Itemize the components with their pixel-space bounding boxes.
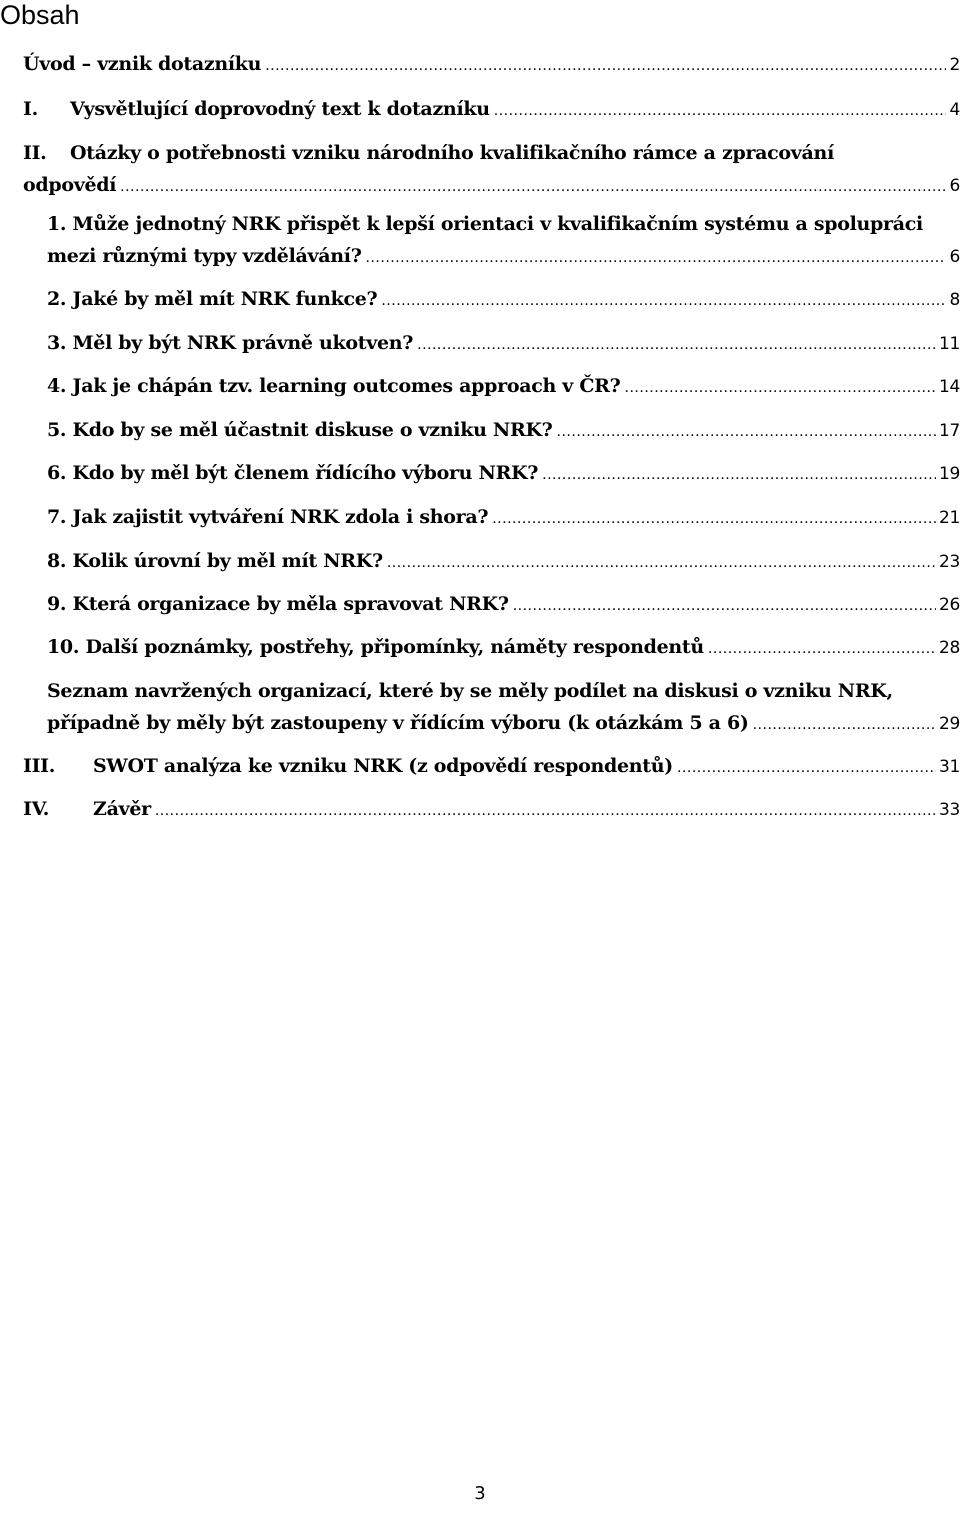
toc-entry-text-line1: Seznam navržených organizací, které by se měly podílet na diskusi o vzniku NRK, <box>47 680 893 702</box>
toc-entry-text: SWOT analýza ke vzniku NRK (z odpovědí respondentů) <box>93 755 673 777</box>
dot-leader <box>677 750 936 784</box>
dot-leader <box>557 414 936 448</box>
toc-entry-text: 2. Jaké by měl mít NRK funkce? <box>47 288 378 310</box>
toc-page-number: 19 <box>938 464 960 484</box>
toc-entry-text: 10. Další poznámky, postřehy, připomínky, náměty respondentů <box>47 636 704 658</box>
dot-leader <box>494 93 947 127</box>
toc-page-number: 26 <box>938 595 960 615</box>
toc-entry-question-8[interactable] <box>47 545 960 579</box>
dot-leader <box>753 707 936 741</box>
toc-page-number: 2 <box>949 55 960 75</box>
toc-entry-intro[interactable] <box>23 48 960 82</box>
toc-page-number: 14 <box>938 377 960 397</box>
toc-entry-chapter-2[interactable] <box>23 137 960 203</box>
dot-leader <box>708 631 936 665</box>
dot-leader <box>155 793 936 827</box>
dot-leader <box>492 501 936 535</box>
toc-entry-chapter-3[interactable] <box>23 750 960 784</box>
toc-entry-text-line1: 1. Může jednotný NRK přispět k lepší orientaci v kvalifikačním systému a spolupráci <box>47 213 923 235</box>
dot-leader <box>542 457 936 491</box>
toc-entry-text-line2: odpovědí <box>23 174 117 196</box>
dot-leader <box>265 48 946 82</box>
dot-leader <box>625 370 936 404</box>
dot-leader <box>120 169 946 203</box>
toc-page-number: 21 <box>938 508 960 528</box>
toc-entry-text-line2: mezi různými typy vzdělávání? <box>47 245 362 267</box>
dot-leader <box>417 327 936 361</box>
toc-page-number: 28 <box>938 638 960 658</box>
toc-entry-text: 5. Kdo by se měl účastnit diskuse o vzniku NRK? <box>47 419 553 441</box>
toc-entry-chapter-1[interactable] <box>23 93 960 127</box>
toc-entry-text: Úvod – vznik dotazníku <box>23 53 262 75</box>
toc-entry-text: Vysvětlující doprovodný text k dotazníku <box>70 98 490 120</box>
toc-page-number: 6 <box>949 176 960 196</box>
toc-entry-question-2[interactable] <box>47 283 960 317</box>
toc-entry-text-line1: Otázky o potřebnosti vzniku národního kvalifikačního rámce a zpracování <box>70 142 834 164</box>
toc-entry-question-9[interactable] <box>47 588 960 622</box>
toc-page-number: 29 <box>938 714 960 734</box>
toc-entry-text: 8. Kolik úrovní by měl mít NRK? <box>47 550 383 572</box>
toc-page-number: 33 <box>938 800 960 820</box>
toc-entry-question-1[interactable] <box>47 208 960 274</box>
toc-page-number: 31 <box>938 757 960 777</box>
dot-leader <box>513 588 936 622</box>
toc-page-number: 8 <box>949 290 960 310</box>
toc-entry-question-10[interactable] <box>47 631 960 665</box>
dot-leader <box>387 545 936 579</box>
toc-page-number: 6 <box>949 247 960 267</box>
toc-entry-organizations-list[interactable] <box>47 675 960 741</box>
toc-heading: Obsah <box>0 0 80 30</box>
dot-leader <box>366 240 947 274</box>
toc-chapter-number: IV. <box>23 798 50 820</box>
toc-entry-question-5[interactable] <box>47 414 960 448</box>
toc-entry-question-3[interactable] <box>47 327 960 361</box>
toc-page-number: 17 <box>938 421 960 441</box>
toc-entry-question-4[interactable] <box>47 370 960 404</box>
toc-entry-text-line2: případně by měly být zastoupeny v řídícím výboru (k otázkám 5 a 6) <box>47 712 749 734</box>
toc-entry-text: 9. Která organizace by měla spravovat NRK? <box>47 593 509 615</box>
toc-entry-question-7[interactable] <box>47 501 960 535</box>
page-number: 3 <box>474 1483 486 1504</box>
toc-entry-text: 4. Jak je chápán tzv. learning outcomes approach v ČR? <box>47 375 621 397</box>
toc-entry-text: 3. Měl by být NRK právně ukotven? <box>47 332 414 354</box>
toc-entry-chapter-4[interactable] <box>23 793 960 827</box>
toc-chapter-number: I. <box>23 98 38 120</box>
toc-entry-text: Závěr <box>93 798 151 820</box>
toc-entry-text: 6. Kdo by měl být členem řídícího výboru NRK? <box>47 462 539 484</box>
toc-page-number: 11 <box>938 334 960 354</box>
dot-leader <box>381 283 946 317</box>
toc-page-number: 4 <box>949 100 960 120</box>
toc-page-number: 23 <box>938 552 960 572</box>
toc-entry-question-6[interactable] <box>47 457 960 491</box>
toc-chapter-number: III. <box>23 755 56 777</box>
toc-entry-text: 7. Jak zajistit vytváření NRK zdola i shora? <box>47 506 489 528</box>
toc-chapter-number: II. <box>23 142 47 164</box>
